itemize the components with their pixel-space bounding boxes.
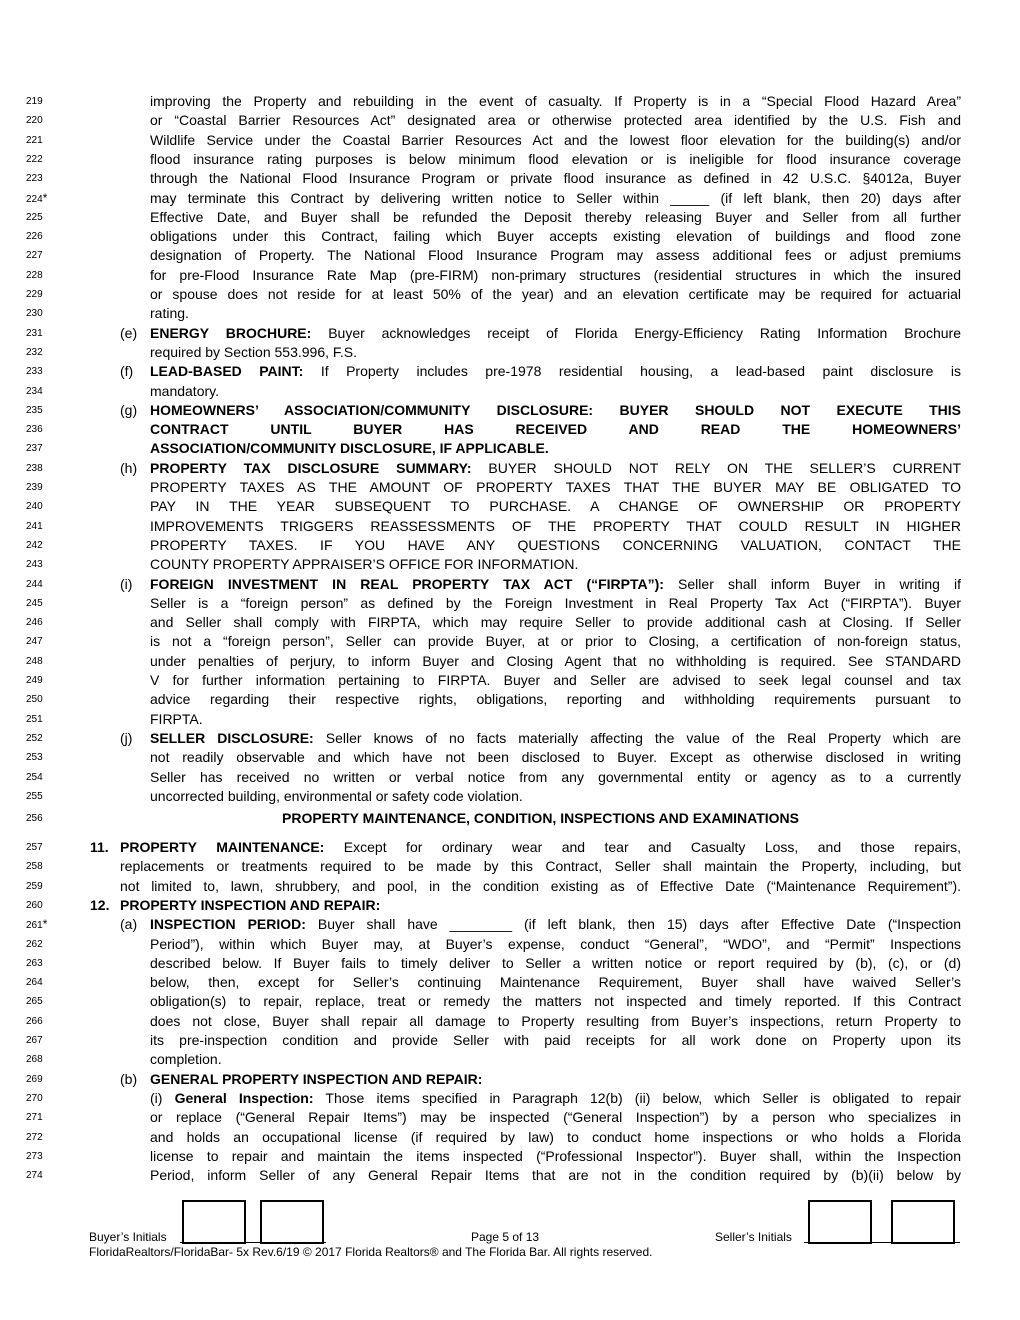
line-number: 229 [26, 289, 43, 300]
contract-line [0, 857, 1020, 876]
line-text: IMPROVEMENTS TRIGGERS REASSESSMENTS OF THE PROPERTY THAT COULD RESULT IN HIGHER [150, 517, 961, 534]
line-number: 222 [26, 153, 43, 165]
line-text: Period”), within which Buyer may, at Buyer’s expense, conduct “General”, “WDO”, and “Permit” Inspections [150, 935, 961, 952]
contract-line [0, 362, 1020, 381]
contract-line [0, 555, 1020, 574]
heading-text: INSPECTION PERIOD: [150, 916, 306, 933]
line-number: 268 [26, 1054, 43, 1066]
contract-line [0, 420, 1020, 439]
line-text: improving the Property and rebuilding in the event of casualty. If Property is in a “Special Flood Hazard Area” [150, 93, 961, 109]
contract-line [0, 1166, 1020, 1185]
line-text: through the National Flood Insurance Program or private flood insurance as defined in 42 U.S.C. §4012a, Buyer [150, 170, 961, 187]
required-field-asterisk: * [42, 190, 48, 205]
contract-line [0, 613, 1020, 632]
contract-line [0, 208, 1020, 227]
seller-initials-box-2[interactable] [891, 1200, 955, 1244]
line-number: 232 [26, 346, 43, 358]
contract-line [0, 478, 1020, 497]
line-number: 245 [26, 597, 43, 609]
contract-line [0, 768, 1020, 787]
line-text: license to repair and maintain the items inspected (“Professional Inspector”). Buyer shall, within the Inspection [150, 1147, 961, 1164]
line-number: 255 [26, 790, 43, 802]
line-number: 242 [26, 539, 43, 551]
line-number: 226 [26, 231, 43, 243]
line-number: 254 [26, 771, 43, 783]
line-text: Period, inform Seller of any General Repair Items that are not in the condition required by (b)(ii) below by [150, 1167, 961, 1184]
contract-line [0, 266, 1020, 285]
line-text: FIRPTA. [150, 710, 203, 727]
line-number: 239 [26, 482, 43, 493]
heading-text: ENERGY BROCHURE: [150, 324, 312, 341]
contract-line [0, 710, 1020, 729]
line-number: 251 [26, 713, 43, 725]
line-text: described below. If Buyer fails to timely deliver to Seller a written notice or report required by (b), (c), or (d) [150, 954, 961, 971]
line-number: 225 [26, 211, 43, 223]
paragraph-label: (e) [120, 324, 138, 341]
contract-line [0, 992, 1020, 1011]
contract-line [0, 1108, 1020, 1127]
line-text: mandatory. [150, 382, 219, 399]
line-text: replacements or treatments required to be made by this Contract, Seller shall maintain the Property, including, but [120, 858, 961, 875]
line-text: obligation(s) to repair, replace, treat or remedy the matters not inspected and timely reported. If this Contract [150, 993, 961, 1010]
contract-line [0, 517, 1020, 536]
line-text: V for further information pertaining to FIRPTA. Buyer and Seller are advised to seek legal counsel and tax [150, 672, 961, 688]
page-number: Page 5 of 13 [471, 1230, 540, 1244]
contract-line [0, 1128, 1020, 1147]
contract-line [0, 787, 1020, 806]
line-text: under penalties of perjury, to inform Buyer and Closing Agent that no withholding is required. See STANDARD [150, 652, 961, 669]
line-text: LEAD-BASED PAINT: If Property includes pre-1978 residential housing, a lead-based paint disclosure is [150, 363, 961, 380]
seller-initials-box-1[interactable] [808, 1200, 872, 1244]
contract-line [0, 324, 1020, 343]
line-text: required by Section 553.996, F.S. [150, 343, 358, 360]
contract-line [0, 459, 1020, 478]
line-text: FOREIGN INVESTMENT IN REAL PROPERTY TAX ACT (“FIRPTA”): Seller shall inform Buyer in writing if [150, 575, 961, 592]
line-number: 258 [26, 861, 43, 873]
contract-line [0, 304, 1020, 323]
contract-line [0, 729, 1020, 748]
line-text: PROPERTY TAXES AS THE AMOUNT OF PROPERTY TAXES THAT THE BUYER MAY BE OBLIGATED TO [150, 479, 961, 495]
line-text: uncorrected building, environmental or safety code violation. [150, 787, 523, 804]
contract-line [0, 838, 1020, 857]
paragraph-label: (i) [120, 575, 133, 592]
line-number: 246 [26, 617, 43, 629]
line-text: rating. [150, 305, 189, 322]
line-number: 219 [26, 96, 43, 107]
heading-text: HOMEOWNERS’ ASSOCIATION/COMMUNITY DISCLOSURE: BUYER SHOULD NOT EXECUTE THIS [150, 401, 961, 418]
line-text: (i) General Inspection: Those items specified in Paragraph 12(b) (ii) below, which Seller is obligated to repair [150, 1089, 961, 1106]
sellers-initials-label: Seller’s Initials [715, 1230, 792, 1244]
paragraph-label: (h) [120, 459, 138, 476]
contract-line [0, 935, 1020, 954]
contract-line [0, 150, 1020, 169]
line-number: 263 [26, 957, 43, 969]
line-number: 266 [26, 1015, 43, 1027]
line-number: 228 [26, 269, 43, 281]
paragraph-label: (f) [120, 363, 134, 380]
heading-text: LEAD-BASED PAINT: [150, 363, 304, 380]
line-text: SELLER DISCLOSURE: Seller knows of no facts materially affecting the value of the Real Property which are [150, 729, 961, 746]
line-number: 237 [26, 443, 43, 455]
line-text: PAY IN THE YEAR SUBSEQUENT TO PURCHASE. A CHANGE OF OWNERSHIP OR PROPERTY [150, 498, 961, 515]
line-text [150, 439, 961, 458]
paragraph-label: (b) [120, 1070, 138, 1087]
line-text: PROPERTY MAINTENANCE: Except for ordinary wear and tear and Casualty Loss, and those repairs, [120, 839, 961, 855]
line-number: 274 [26, 1170, 43, 1182]
line-number: 223 [26, 173, 43, 185]
line-text: not limited to, lawn, shrubbery, and pool, in the condition existing as of Effective Date (“Maintenance Requirement”). [120, 877, 961, 894]
contract-line [0, 1070, 1020, 1089]
line-number: 241 [26, 520, 43, 532]
line-number: 243 [26, 559, 43, 571]
contract-line [0, 1089, 1020, 1108]
paragraph-label: 12. [90, 896, 110, 913]
buyers-initials-label: Buyer’s Initials [89, 1230, 167, 1244]
contract-line [0, 632, 1020, 651]
line-text: obligations under this Contract, failing which Buyer accepts existing elevation of buildings and flood zone [150, 228, 961, 245]
line-number: 262 [26, 938, 43, 950]
buyer-initials-box-2[interactable] [260, 1200, 324, 1244]
contract-line [0, 1031, 1020, 1050]
line-text: INSPECTION PERIOD: Buyer shall have ________ (if left blank, then 15) days after Effective Date (“Inspection [150, 916, 961, 933]
contract-line [0, 1050, 1020, 1069]
line-text: designation of Property. The National Flood Insurance Program may assess additional fees or adjust premiums [150, 247, 961, 264]
page-footer [0, 1196, 1020, 1266]
line-number: 259 [26, 880, 43, 892]
line-text: below, then, except for Seller’s continuing Maintenance Requirement, Buyer shall have waived Seller’s [150, 974, 961, 991]
line-number: 224* [26, 190, 48, 205]
contract-line [0, 246, 1020, 265]
line-number: 252 [26, 732, 43, 744]
contract-line [0, 285, 1020, 304]
line-number: 270 [26, 1092, 43, 1104]
heading-text: PROPERTY INSPECTION AND REPAIR: [120, 896, 381, 913]
line-number: 271 [26, 1112, 43, 1124]
contract-line [0, 671, 1020, 690]
line-number: 233 [26, 366, 43, 378]
line-number: 234 [26, 385, 43, 397]
contract-line [0, 748, 1020, 767]
contract-line [0, 877, 1020, 896]
contract-line [0, 497, 1020, 516]
line-number: 247 [26, 636, 43, 648]
contract-line [0, 575, 1020, 594]
line-number: 261* [26, 917, 48, 932]
line-text: for pre-Flood Insurance Rate Map (pre-FIRM) non-primary structures (residential structures in which the insured [150, 266, 961, 283]
line-number: 235 [26, 404, 43, 416]
paragraph-label: (g) [120, 401, 138, 418]
line-number: 231 [26, 327, 43, 339]
line-text [150, 1070, 961, 1089]
line-number: 244 [26, 578, 43, 590]
line-number: 240 [26, 501, 43, 513]
line-number: 248 [26, 655, 43, 667]
line-text [150, 401, 961, 420]
line-number: 230 [26, 308, 43, 320]
paragraph-label: (j) [120, 729, 133, 746]
line-text: completion. [150, 1051, 222, 1068]
line-text: not readily observable and which have not been disclosed to Buyer. Except as otherwise disclosed in writing [150, 749, 961, 766]
contract-line [0, 594, 1020, 613]
contract-line [0, 896, 1020, 915]
contract-line [0, 227, 1020, 246]
contract-line [0, 690, 1020, 709]
contract-line [0, 131, 1020, 150]
line-text: or replace (“General Repair Items”) may be inspected (“General Inspection”) by a person who specializes in [150, 1109, 961, 1126]
line-text: may terminate this Contract by delivering written notice to Seller within _____ (if left blank, then 20) days after [150, 189, 961, 206]
contract-line [0, 1147, 1020, 1166]
heading-text: CONTRACT UNTIL BUYER HAS RECEIVED AND READ THE HOMEOWNERS’ [150, 421, 961, 438]
line-text [150, 420, 961, 439]
line-text: and holds an occupational license (if required by law) to conduct home inspections or who holds a Florida [150, 1128, 961, 1145]
contract-line [0, 809, 1020, 828]
contract-line [0, 915, 1020, 934]
line-text: Effective Date, and Buyer shall be refunded the Deposit thereby releasing Buyer and Seller from all further [150, 208, 961, 225]
line-text: COUNTY PROPERTY APPRAISER’S OFFICE FOR INFORMATION. [150, 556, 579, 573]
line-text: PROPERTY MAINTENANCE, CONDITION, INSPECTIONS AND EXAMINATIONS [282, 810, 799, 826]
line-number: 249 [26, 675, 43, 686]
line-text: or spouse does not reside for at least 50% of the year) and an elevation certificate may be required for actuarial [150, 286, 961, 302]
line-text: ENERGY BROCHURE: Buyer acknowledges receipt of Florida Energy-Efficiency Rating Information Brochure [150, 324, 961, 341]
contract-line [0, 401, 1020, 420]
line-number: 265 [26, 996, 43, 1008]
line-number: 257 [26, 842, 43, 853]
line-text: flood insurance rating purposes is below minimum flood elevation or is ineligible for flood insurance coverage [150, 150, 961, 167]
line-text: advice regarding their respective rights, obligations, reporting and withholding requirements pursuant to [150, 691, 961, 708]
line-text: PROPERTY TAX DISCLOSURE SUMMARY: BUYER SHOULD NOT RELY ON THE SELLER’S CURRENT [150, 459, 961, 476]
line-number: 250 [26, 694, 43, 706]
contract-line [0, 382, 1020, 401]
required-field-asterisk: * [42, 917, 48, 932]
line-number: 253 [26, 752, 43, 764]
line-number: 260 [26, 899, 43, 911]
line-number: 273 [26, 1150, 43, 1162]
line-number: 227 [26, 250, 43, 262]
contract-line [0, 1012, 1020, 1031]
line-text: PROPERTY TAXES. IF YOU HAVE ANY QUESTIONS CONCERNING VALUATION, CONTACT THE [150, 536, 961, 553]
line-text: is not a “foreign person”, Seller can provide Buyer, at or prior to Closing, a certification of non-foreign status, [150, 633, 961, 650]
line-text: its pre-inspection condition and provide Seller with paid receipts for all work done on Property upon its [150, 1032, 961, 1048]
line-text: does not close, Buyer shall repair all damage to Property resulting from Buyer’s inspections, return Property to [150, 1012, 961, 1029]
paragraph-label: 11. [90, 839, 109, 855]
line-text: Wildlife Service under the Coastal Barrier Resources Act and the lowest floor elevation for the building(s) and/or [150, 131, 961, 148]
line-number: 256 [26, 813, 43, 824]
contract-line [0, 189, 1020, 208]
paragraph-label: (a) [120, 916, 138, 933]
heading-text: SELLER DISCLOSURE: [150, 729, 314, 746]
line-text: Seller is a “foreign person” as defined by the Foreign Investment in Real Property Tax Act (“FIRPTA”). Buyer [150, 594, 961, 611]
heading-text: PROPERTY TAX DISCLOSURE SUMMARY: [150, 459, 472, 476]
buyer-initials-box-1[interactable] [182, 1200, 246, 1244]
line-number: 238 [26, 462, 43, 474]
heading-text: ASSOCIATION/COMMUNITY DISCLOSURE, IF APPLICABLE. [150, 440, 549, 457]
contract-line [0, 169, 1020, 188]
line-number: 221 [26, 134, 43, 146]
heading-text: General Inspection: [174, 1089, 314, 1106]
heading-text: GENERAL PROPERTY INSPECTION AND REPAIR: [150, 1070, 483, 1087]
line-text: and Seller shall comply with FIRPTA, which may require Seller to provide additional cash at Closing. If Seller [150, 614, 961, 631]
line-text: Seller has received no written or verbal notice from any governmental entity or agency as to a currently [150, 768, 961, 785]
contract-line [0, 954, 1020, 973]
contract-line [0, 439, 1020, 458]
contract-line [0, 973, 1020, 992]
form-revision-info: FloridaRealtors/FloridaBar- 5x Rev.6/19 © 2017 Florida Realtors® and The Florida Bar. All rights reserved. [89, 1245, 653, 1259]
line-number: 272 [26, 1131, 43, 1143]
line-text: or “Coastal Barrier Resources Act” designated area or otherwise protected area identified by the U.S. Fish and [150, 112, 961, 129]
contract-line [0, 652, 1020, 671]
line-number: 236 [26, 424, 43, 436]
heading-text: FOREIGN INVESTMENT IN REAL PROPERTY TAX ACT (“FIRPTA”): [150, 575, 664, 592]
contract-line [0, 111, 1020, 130]
contract-line [0, 343, 1020, 362]
contract-line [0, 536, 1020, 555]
line-text [120, 896, 961, 915]
line-number: 220 [26, 115, 43, 127]
line-number: 264 [26, 977, 43, 989]
line-number: 267 [26, 1035, 43, 1046]
contract-line [0, 92, 1020, 111]
line-number: 269 [26, 1073, 43, 1085]
heading-text: PROPERTY MAINTENANCE: [120, 839, 325, 855]
